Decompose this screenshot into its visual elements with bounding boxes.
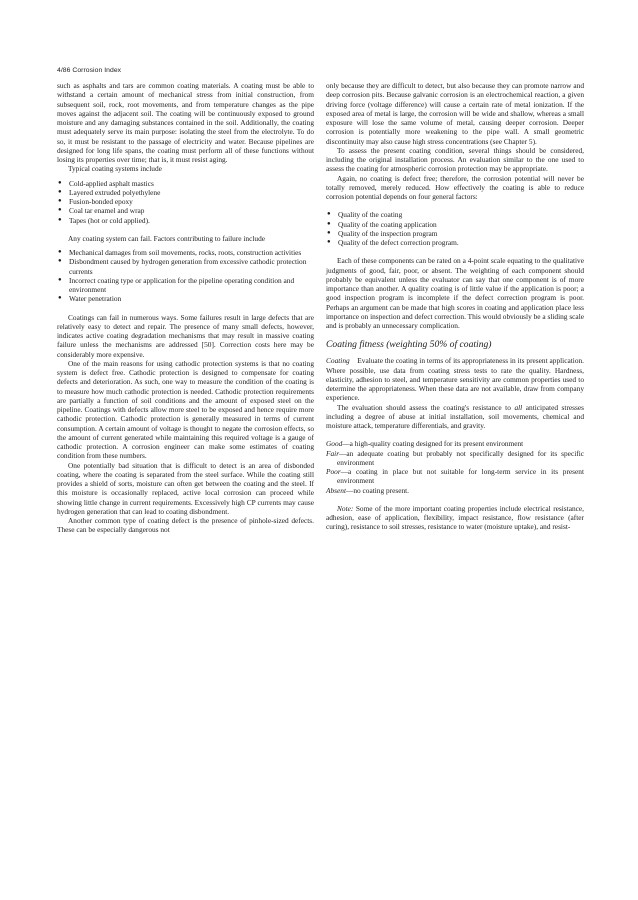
list-item: ● Fusion-bonded epoxy bbox=[57, 197, 314, 206]
coating-factors-list bbox=[326, 210, 584, 247]
list-item: ● Cold-applied asphalt mastics bbox=[57, 179, 314, 188]
rating-text: —a coating in place but not suitable for long-term service in its present environment bbox=[337, 467, 584, 486]
section-heading: Coating fitness (weighting 50% of coating) bbox=[326, 339, 492, 351]
emphasis: all bbox=[514, 402, 523, 412]
list-item: ● Quality of the coating bbox=[326, 210, 584, 219]
list-item: ● Layered extruded polyethylene bbox=[57, 188, 314, 197]
list-item: ● Incorrect coating type or application for the pipeline operating condition and environment bbox=[57, 276, 314, 295]
rating-term: Good bbox=[326, 439, 343, 449]
paragraph-text: anticipated stresses including a degree of abuse at initial installation, soil movements, chemical and moisture attack, temperature differentials, and gravity. bbox=[326, 402, 584, 430]
paragraph: To assess the present coating condition, several things should be considered, including the original installation process. An evaluation similar to the one used to assess the coating for atmospheric corrosion protection may be appropriate. bbox=[326, 145, 584, 174]
list-item: ● Disbondment caused by hydrogen generation from excessive cathodic protection currents bbox=[57, 257, 314, 276]
right-column bbox=[326, 81, 584, 532]
paragraph: Another common type of coating defect is the presence of pinhole-sized defects. These can be especially dangerous not bbox=[57, 516, 314, 535]
paragraph: Any coating system can fail. Factors contributing to failure include bbox=[68, 233, 266, 243]
paragraph: One potentially bad situation that is difficult to detect is an area of disbonded coating, where the coating is separated from the steel surface. While the coating still provides a shield of sorts, moisture can often get between the coating and the steel. If this moisture is occasionally replaced, active local corrosion can proceed while showing little change in current requirements. Excessively high CP currents may cause hydrogen generation that can lead to coating disbondment. bbox=[57, 460, 314, 516]
run-in-term: Coating bbox=[326, 356, 350, 366]
rating-definitions bbox=[326, 439, 584, 495]
paragraph: Again, no coating is defect free; therefore, the corrosion potential will never be totally removed, merely reduced. How effectively the coating is able to reduce corrosion potential depends on four general factors: bbox=[326, 173, 584, 201]
rating-text: —an adequate coating but probably not specifically designed for its specific environment bbox=[337, 448, 584, 467]
rating-definition bbox=[326, 467, 584, 486]
rating-text: —a high-quality coating designed for its present environment bbox=[342, 439, 524, 449]
paragraph bbox=[326, 403, 584, 431]
list-item: ● Coal tar enamel and wrap bbox=[57, 206, 314, 215]
list-item: ● Mechanical damages from soil movements, rocks, roots, construction activities bbox=[57, 248, 314, 257]
rating-definition bbox=[326, 449, 584, 468]
coating-systems-list bbox=[57, 179, 314, 225]
note-paragraph bbox=[326, 504, 584, 532]
list-item: ● Quality of the inspection program bbox=[326, 229, 584, 238]
paragraph: Each of these components can be rated on a 4-point scale equating to the qualitative judgments of good, fair, poor, or absent. The weighting of each component should probably be equivalent unless the evaluator can say that one component is of more importance than another. A quality coating is of little value if the application is poor; a good inspection program is incomplete if the defect correction program is poor. Perhaps an argument can be made that high scores in coating and application place less importance on inspection and defect correction. This would obviously be a sliding scale and is probably an unnecessary complication. bbox=[326, 256, 584, 330]
failure-factors-list bbox=[57, 248, 314, 304]
list-item: ● Tapes (hot or cold applied). bbox=[57, 216, 314, 225]
paragraph bbox=[326, 356, 584, 402]
rating-text: —no coating present. bbox=[346, 485, 410, 495]
running-head: 4/86 Corrosion Index bbox=[57, 67, 122, 74]
rating-term: Absent bbox=[326, 485, 346, 495]
list-item: ● Quality of the coating application bbox=[326, 220, 584, 229]
note-text: Some of the more important coating properties include electrical resistance, adhesion, ease of application, flexibility, impact resistance, flow resistance (after curing), resistance to soil stresses, resistance to water (moisture uptake), and resist- bbox=[326, 503, 584, 532]
paragraph: One of the main reasons for using cathodic protection systems is that no coating system is defect free. Cathodic protection is designed to compensate for coating defects and deterioration. As such, one way to measure the condition of the coating is to measure how much cathodic protection is needed. Cathodic protection requirements are partially a function of soil conditions and the amount of exposed steel on the pipeline. Coatings with defects allow more steel to be exposed and hence require more cathodic protection. Cathodic protection is generally measured in terms of current consumption. A certain amount of voltage is thought to negate the corrosion effects, so the amount of current generated while maintaining this required voltage is a gauge of cathodic protection. A corrosion engineer can make some estimates of coating condition from these numbers. bbox=[57, 358, 314, 461]
paragraph-text: The evaluation should assess the coating's resistance to bbox=[337, 402, 511, 412]
paragraph: such as asphalts and tars are common coating materials. A coating must be able to withstand a certain amount of mechanical stress from initial construction, from subsequent soil, rock, root movements, and from temperature changes as the pipe moves against the adjacent soil. The coating will be continuously exposed to ground moisture and any damaging substances contained in the soil. Additionally, the coating must adequately serve its main purpose: isolating the steel from the electrolyte. To do so, it must be resistant to the passage of electricity and water. Because pipelines are designed for long life spans, the coating must perform all of these functions without losing its properties over time; that is, it must resist aging. bbox=[57, 81, 314, 164]
paragraph-text: Evaluate the coating in terms of its appropriateness in its present application. Where possible, use data from coating stress tests to rate the quality. Hardness, elasticity, adhesion to steel, and temperature sensitivity are common properties used to determine the appropriateness. When these data are not available, draw from company experience. bbox=[326, 356, 585, 403]
rating-term: Poor bbox=[326, 467, 341, 476]
rating-definition bbox=[326, 486, 584, 495]
left-column bbox=[57, 81, 314, 535]
paragraph: Typical coating systems include bbox=[68, 164, 162, 174]
list-item: ● Water penetration bbox=[57, 294, 314, 303]
note-label: Note: bbox=[337, 503, 354, 513]
rating-term: Fair bbox=[326, 448, 340, 458]
paragraph: Coatings can fail in numerous ways. Some failures result in large defects that are relatively easy to detect and repair. The presence of many small defects, however, indicates active coating degradation mechanisms that may result in massive coating failure unless the mechanisms are addressed [50]. Correction costs here may be considerably more expensive. bbox=[57, 312, 314, 359]
paragraph: only because they are difficult to detect, but also because they can promote narrow and deep corrosion pits. Because galvanic corrosion is an electrochemical reaction, a given driving force (voltage difference) will cause a certain rate of metal ionization. If the exposed area of metal is large, the corrosion will be wide and shallow, whereas a small exposure will lose the same volume of metal, causing deeper corrosion. Deeper corrosion is potentially more weakening to the pipe wall. A small geometric discontinuity may also cause high stress concentrations (see Chapter 5). bbox=[326, 81, 584, 146]
rating-definition bbox=[326, 439, 584, 448]
list-item: ● Quality of the defect correction program. bbox=[326, 238, 584, 247]
